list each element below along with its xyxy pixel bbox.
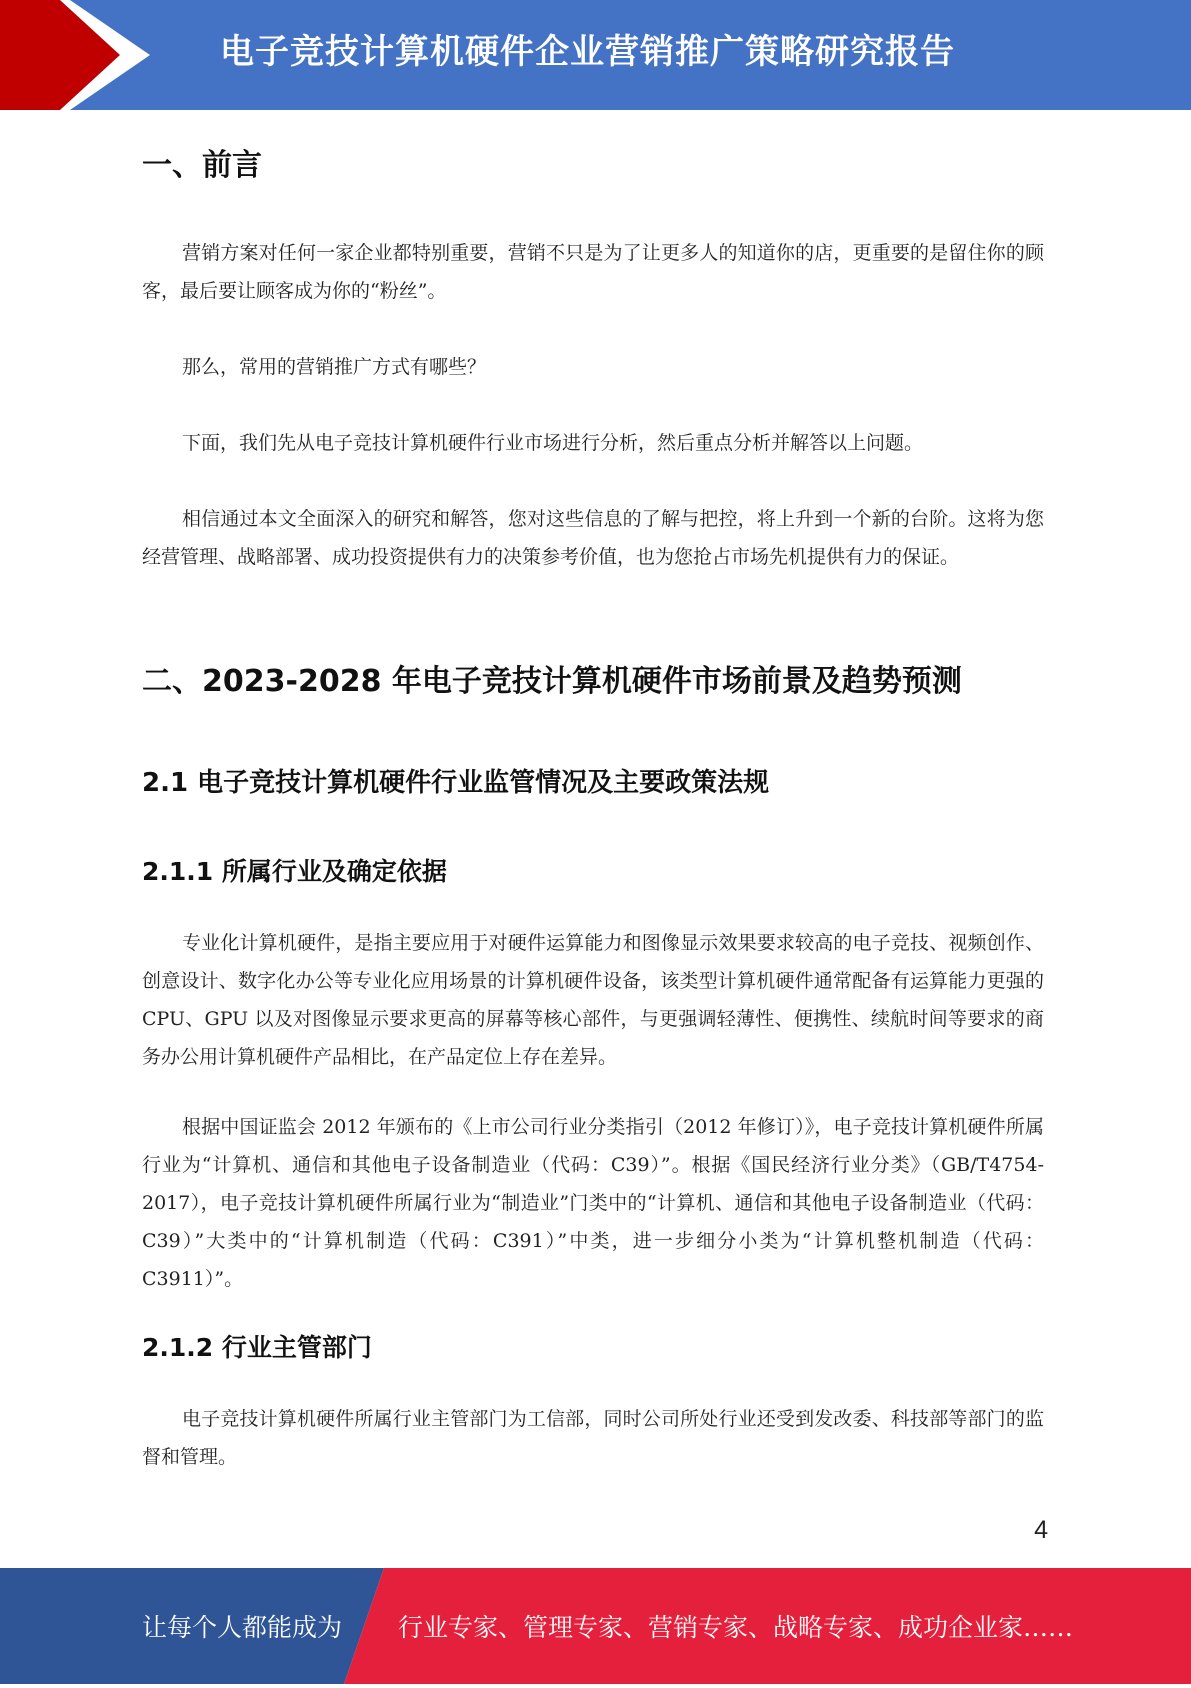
- paragraph-2-1-1-b: 根据中国证监会 2012 年颁布的《上市公司行业分类指引（2012 年修订）》，电子竞技计算机硬件所属行业为“计算机、通信和其他电子设备制造业（代码：C39）”。根据《国民经济行业分类》（GB/T4754-2017），电子竞技计算机硬件所属行业为“制造业”门类中的“计算机、通信和其他电子设备制造业（代码：C39）”大类中的“计算机制造（代码：C391）”中类，进一步细分小类为“计算机整机制造（代码：C3911）”。: [142, 1116, 1044, 1290]
- footer-slogan-right: 行业专家、管理专家、营销专家、战略专家、成功企业家……: [398, 1613, 1074, 1642]
- heading-2-1-1: 2.1.1 所属行业及确定依据: [142, 857, 447, 886]
- heading-2-1: 2.1 电子竞技计算机硬件行业监管情况及主要政策法规: [142, 768, 770, 798]
- header-band: [0, 0, 1191, 110]
- paragraph-2-1-2: 电子竞技计算机硬件所属行业主管部门为工信部，同时公司所处行业还受到发改委、科技部等部门的监督和管理。: [142, 1408, 1044, 1468]
- page-number: 4: [1034, 1516, 1048, 1544]
- footer-slogan-left: 让每个人都能成为: [142, 1613, 343, 1642]
- paragraph-preface-1: 营销方案对任何一家企业都特别重要，营销不只是为了让更多人的知道你的店，更重要的是留住你的顾客，最后要让顾客成为你的“粉丝”。: [142, 242, 1044, 302]
- footer-band: [0, 1568, 1191, 1684]
- paragraph-preface-2: 那么，常用的营销推广方式有哪些？: [182, 356, 487, 378]
- heading-preface: 一、前言: [142, 148, 262, 183]
- red-chevron-icon: [0, 0, 160, 110]
- heading-2-1-2: 2.1.2 行业主管部门: [142, 1333, 372, 1362]
- heading-section-2: 二、2023-2028 年电子竞技计算机硬件市场前景及趋势预测: [142, 664, 962, 699]
- paragraph-preface-3: 下面，我们先从电子竞技计算机硬件行业市场进行分析，然后重点分析并解答以上问题。: [182, 432, 924, 454]
- report-title: 电子竞技计算机硬件企业营销推广策略研究报告: [220, 32, 955, 72]
- paragraph-preface-4: 相信通过本文全面深入的研究和解答，您对这些信息的了解与把控，将上升到一个新的台阶。这将为您经营管理、战略部署、成功投资提供有力的决策参考价值，也为您抢占市场先机提供有力的保证。: [142, 508, 1044, 568]
- paragraph-2-1-1-a: 专业化计算机硬件，是指主要应用于对硬件运算能力和图像显示效果要求较高的电子竞技、视频创作、创意设计、数字化办公等专业化应用场景的计算机硬件设备，该类型计算机硬件通常配备有运算能力更强的 CPU、GPU 以及对图像显示要求更高的屏幕等核心部件，与更强调轻薄性、便携性、续航时间等要求的商务办公用计算机硬件产品相比，在产品定位上存在差异。: [142, 932, 1044, 1068]
